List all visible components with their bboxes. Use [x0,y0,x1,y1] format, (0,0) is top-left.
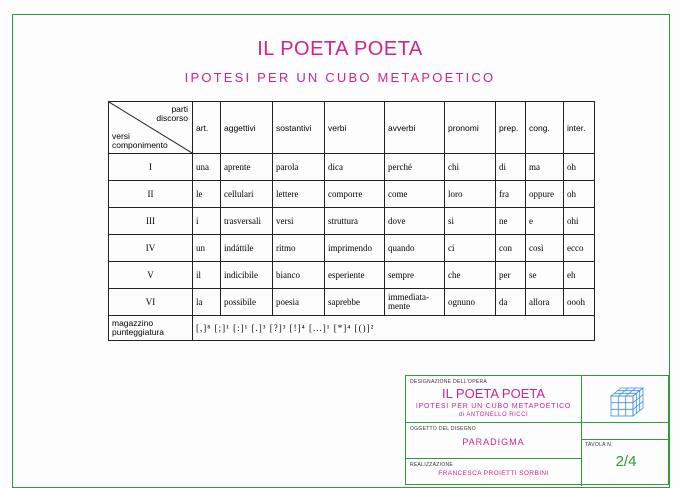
table-cell: struttura [325,208,385,235]
header-cell: inter. [564,102,595,154]
table-row [109,208,595,235]
magazzino-label: magazzino punteggiatura [109,316,193,341]
header-cell: pronomi [445,102,496,154]
table-cell: indicibile [221,262,273,289]
corner-top-label: parti discorso [156,104,188,123]
row-number: IV [109,235,193,262]
table-cell: una [193,154,221,181]
table-cell: come [385,181,445,208]
table-cell: che [445,262,496,289]
table-cell: ne [496,208,526,235]
page-subtitle: IPOTESI PER UN CUBO METAPOETICO [184,70,496,85]
designazione-label: DESIGNAZIONE DELL'OPERA [410,379,488,385]
page-title: IL POETA POETA [257,38,423,60]
table-cell: e [526,208,564,235]
table-cell: poesia [273,289,325,316]
table-row [109,235,595,262]
table-cell: ritmo [273,235,325,262]
table-cell: i [193,208,221,235]
magazzino-row [109,316,595,341]
table-cell: così [526,235,564,262]
work-subtitle: IPOTESI PER UN CUBO METAPOETICO [415,403,572,410]
header-cell: sostantivi [273,102,325,154]
table-cell: aprente [221,154,273,181]
table-cell: si [445,208,496,235]
table-cell: trasversali [221,208,273,235]
table-cell: oh [564,181,595,208]
table-cell: ci [445,235,496,262]
table-cell: fra [496,181,526,208]
table-cell: comporre [325,181,385,208]
row-number: II [109,181,193,208]
header-row [109,102,595,154]
corner-bottom-label: versi componimento [112,131,168,150]
table-cell: un [193,235,221,262]
tavola-number: 2/4 [615,453,637,470]
work-author: di ANTONELLO RICCI [458,412,529,418]
row-number: VI [109,289,193,316]
header-cell: verbi [325,102,385,154]
table-cell: parola [273,154,325,181]
table-cell: se [526,262,564,289]
cube-icon [609,386,645,423]
table-cell: ecco [564,235,595,262]
table-row [109,289,595,316]
table-cell: imprimendo [325,235,385,262]
row-number: III [109,208,193,235]
header-cell: avverbi [385,102,445,154]
table-cell: immediata- mente [385,289,445,316]
table-row [109,181,595,208]
punctuation-set: [,]⁸ [;]¹ [:]¹ [.]³ [?]³ [!]⁴ [...]¹ [*]⁴ [()]² [193,316,595,341]
table-cell: la [193,289,221,316]
header-cell: aggettivi [221,102,273,154]
table-cell: sempre [385,262,445,289]
oggetto-value: PARADIGMA [462,437,525,447]
table-cell: allora [526,289,564,316]
header-cell: cong. [526,102,564,154]
table-cell: per [496,262,526,289]
table-cell: versi [273,208,325,235]
table-cell: dica [325,154,385,181]
row-number: V [109,262,193,289]
oggetto-label: OGGETTO DEL DISEGNO [410,426,476,432]
table-cell: perché [385,154,445,181]
paradigm-table [108,101,595,341]
table-cell: oh [564,154,595,181]
table-cell: ohi [564,208,595,235]
table-cell: le [193,181,221,208]
table-cell: quando [385,235,445,262]
corner-header [109,102,193,154]
realizzazione-value: FRANCESCA PROIETTI SORBINI [438,470,549,477]
row-number: I [109,154,193,181]
table-cell: indáttile [221,235,273,262]
title-block [405,375,669,485]
table-cell: possibile [221,289,273,316]
table-cell: con [496,235,526,262]
table-cell: loro [445,181,496,208]
tavola-label: TAVOLA N. [585,442,613,448]
table-cell: chi [445,154,496,181]
table-cell: oppure [526,181,564,208]
header-cell: prep. [496,102,526,154]
table-cell: lettere [273,181,325,208]
table-cell: saprebbe [325,289,385,316]
table-cell: da [496,289,526,316]
table-cell: ognuno [445,289,496,316]
header-cell: art. [193,102,221,154]
table-row [109,154,595,181]
table-cell: dove [385,208,445,235]
table-cell: ma [526,154,564,181]
work-title: IL POETA POETA [441,386,546,401]
table-cell: oooh [564,289,595,316]
table-cell: eh [564,262,595,289]
table-cell: bianco [273,262,325,289]
table-cell: il [193,262,221,289]
table-cell: di [496,154,526,181]
realizzazione-label: REALIZZAZIONE [410,462,454,468]
table-row [109,262,595,289]
table-cell: esperiente [325,262,385,289]
table-cell: cellulari [221,181,273,208]
